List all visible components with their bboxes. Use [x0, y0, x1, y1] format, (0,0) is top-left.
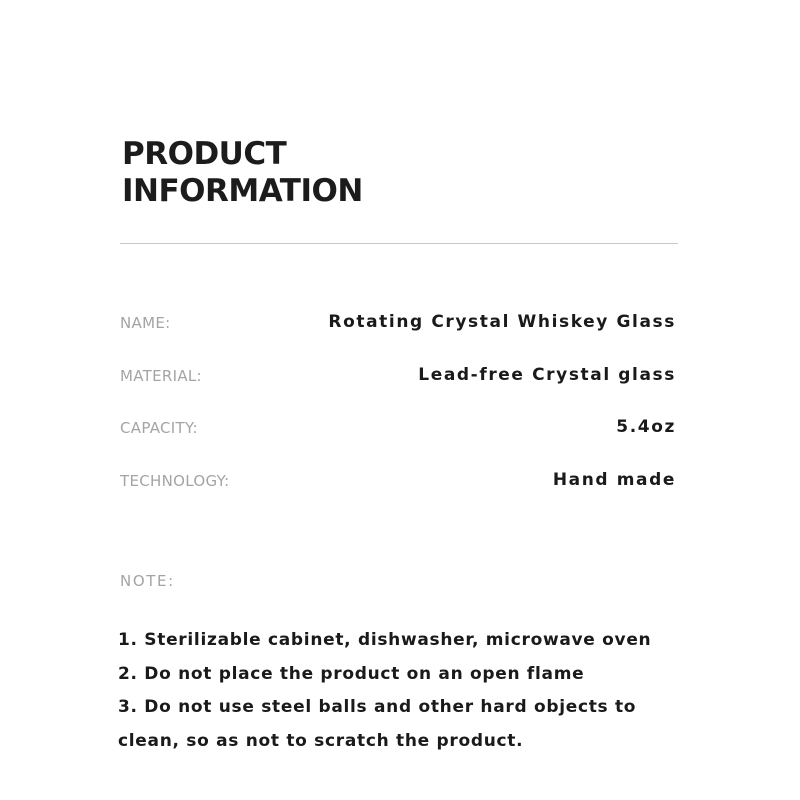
note-line-3: 3. Do not use steel balls and other hard objects to [118, 697, 637, 717]
spec-row-technology [120, 468, 678, 492]
spec-label-technology: TECHNOLOGY: [120, 472, 230, 490]
spec-label-material: MATERIAL: [120, 367, 202, 385]
spec-value-technology: Hand made [552, 470, 676, 490]
note-line-2: 2. Do not place the product on an open flame [118, 663, 585, 684]
note-label: NOTE: [120, 572, 175, 590]
spec-label-capacity: CAPACITY: [120, 419, 198, 437]
title-divider [120, 243, 678, 244]
page-title-line-1: PRODUCT [122, 136, 287, 172]
spec-value-material: Lead-free Crystal glass [418, 365, 676, 385]
spec-row-name [120, 310, 678, 334]
spec-value-capacity: 5.4oz [616, 417, 676, 437]
page-title [122, 136, 363, 210]
spec-label-name: NAME: [120, 314, 171, 332]
spec-value-name: Rotating Crystal Whiskey Glass [328, 312, 676, 332]
note-line-1: 1. Sterilizable cabinet, dishwasher, microwave oven [118, 630, 652, 650]
note-line-4: clean, so as not to scratch the product. [118, 730, 524, 751]
spec-row-material [120, 363, 678, 387]
page-title-line-2: INFORMATION [122, 173, 363, 209]
spec-row-capacity [120, 415, 678, 439]
note-list [118, 624, 688, 758]
